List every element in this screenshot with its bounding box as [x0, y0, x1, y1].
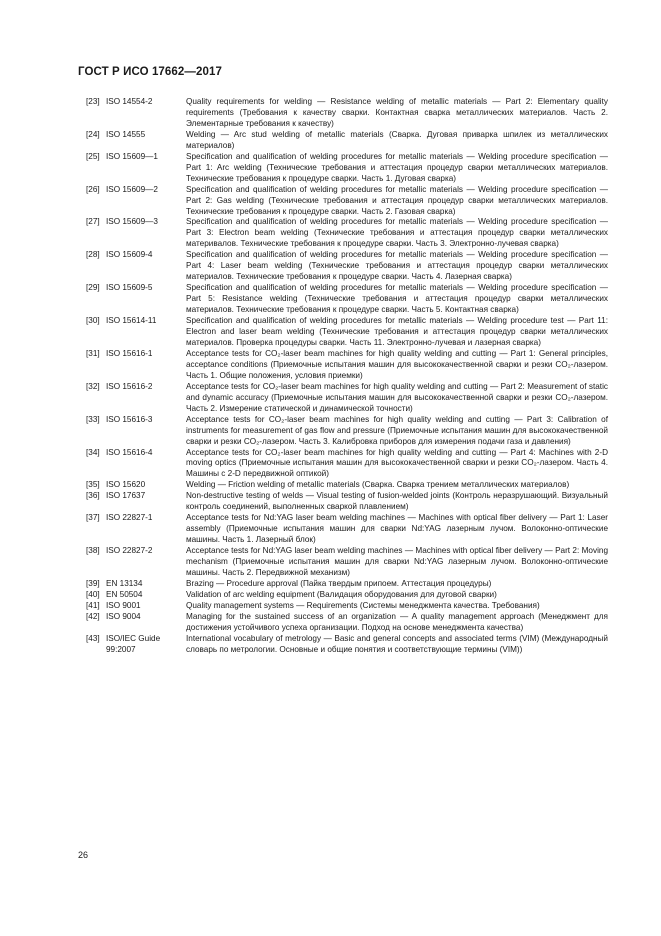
- reference-entry: [86, 97, 608, 130]
- reference-number: [27]: [86, 217, 100, 227]
- reference-title: Welding — Friction welding of metallic materials (Сварка. Сварка трением металлических материалов): [186, 480, 570, 490]
- reference-code: EN 13134: [106, 578, 143, 588]
- reference-number: [35]: [86, 480, 100, 490]
- reference-code: ISO 14554-2: [106, 97, 153, 106]
- reference-entry: [86, 491, 608, 513]
- reference-number: [23]: [86, 97, 100, 106]
- bibliography-list: [86, 97, 608, 656]
- reference-code: ISO 22827-1: [106, 513, 153, 523]
- reference-title: Specification and qualification of welding procedures for metallic materials — Welding procedure specification — Part 4: Laser beam welding (Технические требования и аттестация процедур сварки металлических материалов. Технические требования к процедуре сварки. Часть 4. Лазерная сварка): [186, 250, 608, 282]
- reference-number: [37]: [86, 513, 100, 523]
- reference-number: [41]: [86, 600, 100, 610]
- reference-entry: [86, 634, 608, 656]
- reference-entry: [86, 590, 608, 601]
- reference-title: Acceptance tests for CO₂-laser beam machines for high quality welding and cutting — Part 2: Measurement of static and dynamic accuracy (Приемочные испытания машин для высококачественной сварки и резки CO₂-лазером. Часть 2. Измерение статической и динамической точности): [186, 381, 608, 413]
- reference-entry: [86, 185, 608, 218]
- reference-number: [40]: [86, 589, 100, 599]
- reference-code: ISO 15616-3: [106, 414, 153, 424]
- reference-title: Acceptance tests for CO₂-laser beam machines for high quality welding and cutting — Part 1: General principles, acceptance conditions (Приемочные испытания машин для высококачественной сварки и резки CO₂-лазером. Часть 1. Общие положения, условия приемки): [186, 348, 608, 380]
- reference-title: Acceptance tests for CO₂-laser beam machines for high quality welding and cutting — Part 4: Machines with 2-D moving optics (Приемочные испытания машин для высококачественной сварки и резки CO₂-лазером. Часть 4. Машины с 2-D передвижной оптикой): [186, 447, 608, 479]
- reference-number: [34]: [86, 447, 100, 457]
- reference-number: [43]: [86, 633, 100, 643]
- reference-code: EN 50504: [106, 589, 143, 599]
- reference-title: Specification and qualification of welding procedures for metallic materials — Welding procedure test — Part 11: Electron and laser beam welding (Технические требования и аттестация процедур сварки металлических материалов. Проверка процедуры сварки. Часть 11. Электронно-лучевая и лазерная сварка): [186, 316, 608, 347]
- reference-title: Quality management systems — Requirements (Системы менеджмента качества. Требования): [186, 600, 540, 610]
- reference-entry: [86, 448, 608, 481]
- reference-code: ISO 15616-1: [106, 348, 153, 358]
- reference-title: Specification and qualification of welding procedures for metallic materials — Welding procedure specification — Part 3: Electron beam welding (Технические требования и аттестация процедур сварки металлических материвалов. Технические требования к процедуре сварки. Часть 3. Электронно-лучевая сварка): [186, 217, 608, 249]
- reference-title: Managing for the sustained success of an organization — A quality management approach (Менеджмент для достижения устойчивого успеха организации. Подход на основе менеджмента качества): [186, 611, 608, 632]
- reference-title: Specification and qualification of welding procedures for metallic materials — Welding procedure specification — Part 5: Resistance welding (Технические требования и аттестация процедур сварки металлических материалов. Технические требования к процедуре сварки. Часть 5. Контактная сварка): [186, 283, 608, 315]
- reference-entry: [86, 349, 608, 382]
- reference-title: Specification and qualification of welding procedures for metallic materials — Welding procedure specification — Part 2: Gas welding (Технические требования и аттестация процедур сварки металлических материалов. Технические требования к процедуре сварки. Часть 2. Газовая сварка): [186, 184, 608, 216]
- reference-title: Specification and qualification of welding procedures for metallic materials — Welding procedure specification — Part 1: Arc welding (Технические требования и аттестация процедур сварки металлических материалов. Технические требования к процедуре сварки. Часть 1. Дуговая сварка): [186, 151, 608, 183]
- reference-number: [30]: [86, 316, 100, 326]
- reference-entry: [86, 513, 608, 546]
- reference-number: [26]: [86, 184, 100, 194]
- reference-entry: [86, 546, 608, 579]
- reference-entry: [86, 316, 608, 349]
- reference-title: Acceptance tests for Nd:YAG laser beam welding machines — Machines with optical fiber delivery — Part 2: Moving mechanism (Приемочные испытания машин для сварки Nd:YAG лазерным лучом. Волоконно-оптические машины. Часть 2. Передвижной механизм): [186, 546, 608, 577]
- reference-entry: [86, 217, 608, 250]
- reference-title: Welding — Arc stud welding of metallic materials (Сварка. Дуговая приварка шпилек из металлических материалов): [186, 129, 608, 150]
- reference-entry: [86, 152, 608, 185]
- reference-entry: [86, 415, 608, 448]
- reference-number: [42]: [86, 611, 100, 621]
- reference-code: ISO 15616-4: [106, 447, 153, 457]
- reference-code: ISO 9004: [106, 611, 141, 621]
- reference-code: ISO 15609—1: [106, 151, 158, 161]
- reference-title: Acceptance tests for Nd:YAG laser beam welding machines — Machines with optical fiber delivery — Part 1: Laser assembly (Приемочные испытания машин для сварки Nd:YAG лазерным лучом. Волоконно-оптические машины. Часть 1. Лазерный блок): [186, 513, 608, 545]
- reference-entry: [86, 480, 608, 491]
- reference-title: Acceptance tests for CO₂-laser beam machines for high quality welding and cutting — Part 3: Calibration of instruments for measurement of gas flow and pressure (Приемочные испытания машин для высококачественной сварки и резки CO₂-лазером. Часть 3. Калибровка приборов для измерения подачи газа и давления): [186, 414, 608, 446]
- reference-entry: [86, 382, 608, 415]
- reference-entry: [86, 283, 608, 316]
- reference-number: [33]: [86, 414, 100, 424]
- page-number: 26: [78, 850, 89, 860]
- reference-entry: [86, 601, 608, 612]
- reference-code: ISO 15616-2: [106, 381, 153, 391]
- reference-number: [25]: [86, 151, 100, 161]
- reference-code: ISO 17637: [106, 491, 146, 501]
- reference-number: [24]: [86, 129, 100, 139]
- reference-code: ISO 14555: [106, 129, 146, 139]
- reference-number: [32]: [86, 381, 100, 391]
- reference-number: [28]: [86, 250, 100, 260]
- reference-code: ISO 15609-5: [106, 283, 153, 293]
- reference-code: ISO 15609—2: [106, 184, 158, 194]
- reference-entry: [86, 250, 608, 283]
- reference-code: ISO 15609-4: [106, 250, 153, 260]
- page-title: ГОСТ Р ИСО 17662—2017: [78, 66, 223, 78]
- reference-entry: [86, 130, 608, 152]
- reference-title: Brazing — Procedure approval (Пайка твердым припоем. Аттестация процедуры): [186, 578, 492, 588]
- reference-number: [29]: [86, 283, 100, 293]
- reference-number: [38]: [86, 546, 100, 556]
- reference-number: [36]: [86, 491, 100, 501]
- reference-code: ISO 15609—3: [106, 217, 158, 227]
- reference-title: Validation of arc welding equipment (Валидация оборудования для дуговой сварки): [186, 589, 497, 599]
- reference-entry: [86, 579, 608, 590]
- reference-title: Non-destructive testing of welds — Visual testing of fusion-welded joints (Контроль неразрушающий. Визуальный контроль соединений, выполненных сваркой плавлением): [186, 491, 608, 512]
- reference-title: Quality requirements for welding — Resistance welding of metallic materials — Part 2: Elementary quality requirements (Требования к качеству сварки. Контактная сварка металлических материалов. Часть 2. Элементарные требования к качеству): [186, 97, 608, 128]
- reference-code: ISO 15620: [106, 480, 146, 490]
- reference-entry: [86, 612, 608, 634]
- reference-number: [31]: [86, 348, 100, 358]
- reference-code: ISO 22827-2: [106, 546, 153, 556]
- reference-number: [39]: [86, 578, 100, 588]
- reference-code: ISO/IEC Guide 99:2007: [106, 633, 161, 654]
- reference-title: International vocabulary of metrology — Basic and general concepts and associated terms (VIM) (Международный словарь по метрологии. Основные и общие понятия и соответствующие термины (VIM)): [186, 633, 608, 654]
- reference-code: ISO 9001: [106, 600, 141, 610]
- reference-code: ISO 15614-11: [106, 316, 157, 326]
